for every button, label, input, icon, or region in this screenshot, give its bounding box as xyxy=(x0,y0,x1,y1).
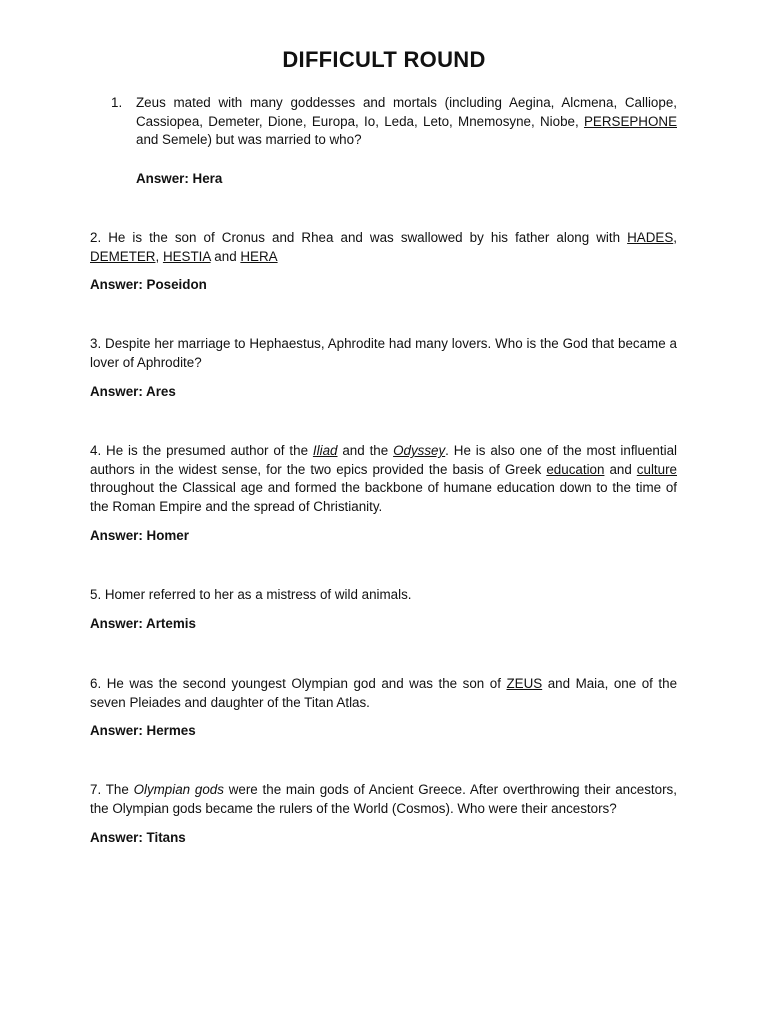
question-2-text xyxy=(90,229,677,266)
question-text-segment: , xyxy=(155,248,163,264)
link-persephone[interactable]: PERSEPHONE xyxy=(583,113,677,129)
link-culture[interactable]: culture xyxy=(636,461,677,477)
question-3-text xyxy=(90,335,677,372)
question-text-segment: 2. He is the son of Cronus and Rhea and was swallowed by his father along with xyxy=(90,230,628,245)
question-text-segment: and the xyxy=(337,443,394,458)
question-6-text xyxy=(90,675,677,712)
question-text-segment: were the main gods of Ancient Greece. After overthrowing their ancestors, the Olympian gods became the rulers of the World (Cosmos). Who were their ancestors? xyxy=(90,782,677,816)
question-text-segment: 3. Despite her marriage to Hephaestus, Aphrodite had many lovers. Who is the God that became a lover of Aphrodite? xyxy=(90,336,677,370)
question-text-segment: 7. The xyxy=(90,782,134,797)
question-text-segment: 4. He is the presumed author of the xyxy=(90,443,313,458)
question-text-segment: and xyxy=(210,248,241,264)
link-iliad[interactable]: Iliad xyxy=(312,443,338,458)
question-text-segment: , xyxy=(673,230,677,245)
link-education[interactable]: education xyxy=(546,461,605,477)
answer-5: Answer: Artemis xyxy=(90,616,196,631)
question-7-text xyxy=(90,781,677,818)
question-text-segment: and xyxy=(604,461,637,477)
question-text-segment: 6. He was the second youngest Olympian god and was the son of xyxy=(90,676,507,691)
question-text-segment: and Semele) but was married to who? xyxy=(136,132,362,148)
link-hades[interactable]: HADES xyxy=(627,230,674,245)
question-4-text xyxy=(90,442,677,516)
page-title: DIFFICULT ROUND xyxy=(282,47,486,72)
answer-7: Answer: Titans xyxy=(90,830,186,845)
link-odyssey[interactable]: Odyssey xyxy=(393,443,446,458)
answer-6: Answer: Hermes xyxy=(90,723,196,738)
question-1-text xyxy=(136,94,677,150)
answer-1: Answer: Hera xyxy=(136,171,223,186)
answer-3: Answer: Ares xyxy=(90,384,176,399)
question-text-segment: and Maia, one of the seven Pleiades and daughter of the Titan Atlas. xyxy=(90,676,678,710)
link-zeus[interactable]: ZEUS xyxy=(506,676,543,691)
question-5-text xyxy=(90,586,677,605)
answer-2: Answer: Poseidon xyxy=(90,277,207,292)
question-text-segment: 5. Homer referred to her as a mistress of wild animals. xyxy=(90,587,412,602)
question-emphasis: Olympian gods xyxy=(133,782,224,797)
link-hera[interactable]: HERA xyxy=(240,248,278,264)
question-text-segment: . He is also one of the most influential authors in the widest sense, for the two epics provided the basis of Greek xyxy=(90,443,677,477)
question-1-number: 1. xyxy=(111,95,123,110)
link-hestia[interactable]: HESTIA xyxy=(162,248,211,264)
answer-4: Answer: Homer xyxy=(90,528,189,543)
link-demeter[interactable]: DEMETER xyxy=(90,248,156,264)
question-text-segment: Zeus mated with many goddesses and mortals (including Aegina, Alcmena, Calliope, Cassiopea, Demeter, Dione, Europa, Io, Leda, Leto, Mnemosyne, Niobe, xyxy=(136,95,677,129)
question-text-segment: throughout the Classical age and formed the backbone of humane education down to the time of the Roman Empire and the spread of Christianity. xyxy=(90,480,677,514)
